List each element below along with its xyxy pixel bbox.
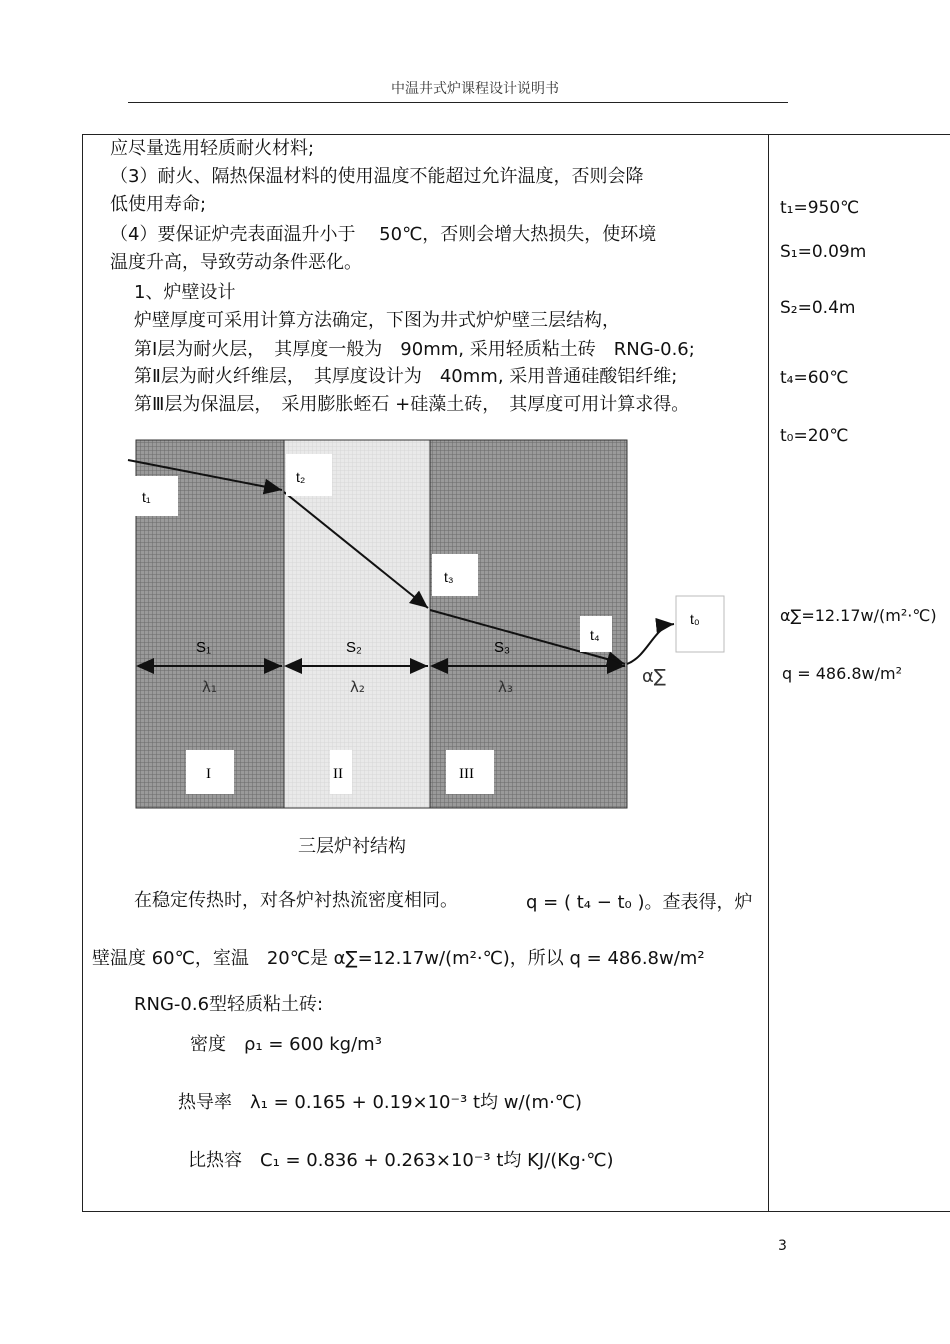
- side-s2: S₂=0.4m: [780, 298, 856, 318]
- region-label-1: I: [206, 766, 211, 782]
- text-line: 壁温度 60℃，室温 20℃是 α∑=12.17w/(m²·℃)，所以 q = 486.8w/m²: [92, 948, 705, 969]
- equation-inline: q = ( t₄ − t₀ )。查表得，炉: [526, 892, 753, 913]
- region-label-2: II: [333, 766, 343, 782]
- text-line: 在稳定传热时，对各炉衬热流密度相同。: [134, 890, 458, 911]
- page-header-title: 中温井式炉课程设计说明书: [391, 81, 559, 97]
- text-line: 第Ⅰ层为耐火层， 其厚度一般为 90mm, 采用轻质粘土砖 RNG-0.6;: [134, 339, 695, 360]
- formula-specific-heat: 比热容 C₁ = 0.836 + 0.263×10⁻³ t均 KJ/(Kg·℃): [188, 1150, 614, 1171]
- text-line: 温度升高，导致劳动条件恶化。: [110, 252, 362, 273]
- side-t0: t₀=20℃: [780, 426, 849, 446]
- label-lambda3: λ₃: [498, 678, 513, 696]
- label-t4: t₄: [590, 627, 600, 643]
- header-rule: [128, 102, 788, 103]
- label-t0: t₀: [690, 611, 700, 627]
- label-s2: S₂: [346, 639, 362, 656]
- page-number: 3: [778, 1238, 787, 1254]
- text-line: （3）耐火、隔热保温材料的使用温度不能超过允许温度，否则会降: [110, 166, 644, 187]
- column-separator: [768, 134, 769, 1212]
- text-line: 炉壁厚度可采用计算方法确定，下图为井式炉炉壁三层结构，: [134, 310, 620, 331]
- label-t3: t₃: [444, 569, 454, 585]
- text-line: RNG-0.6型轻质粘土砖:: [134, 994, 324, 1015]
- label-t2: t₂: [296, 469, 306, 485]
- region-label-3: III: [459, 766, 474, 782]
- label-s1: S₁: [196, 639, 212, 656]
- label-lambda2: λ₂: [350, 678, 365, 696]
- text-line: 应尽量选用轻质耐火材料;: [110, 138, 315, 159]
- section-heading: 1、炉壁设计: [134, 282, 236, 303]
- diagram-caption: 三层炉衬结构: [298, 836, 406, 857]
- side-q: q = 486.8w/m²: [782, 664, 903, 683]
- label-s3: S₃: [494, 639, 511, 656]
- formula-conductivity: 热导率 λ₁ = 0.165 + 0.19×10⁻³ t均 w/(m·℃): [178, 1092, 583, 1113]
- text-line: 第Ⅲ层为保温层， 采用膨胀蛭石 +硅藻土砖， 其厚度可用计算求得。: [134, 394, 690, 415]
- formula-density: 密度 ρ₁ = 600 kg/m³: [190, 1034, 382, 1055]
- side-t1: t₁=950℃: [780, 198, 860, 218]
- text-line: 低使用寿命;: [110, 194, 207, 215]
- text-line: （4）要保证炉壳表面温升小于 50℃，否则会增大热损失，使环境: [110, 224, 657, 245]
- side-s1: S₁=0.09m: [780, 242, 867, 262]
- label-t1: t₁: [142, 489, 151, 505]
- side-alpha: α∑=12.17w/(m²·℃): [780, 606, 937, 625]
- text-line: 第Ⅱ层为耐火纤维层， 其厚度设计为 40mm, 采用普通硅酸铝纤维;: [134, 366, 678, 387]
- convection-curve: [627, 624, 674, 664]
- side-t4: t₄=60℃: [780, 368, 849, 388]
- label-alpha: α∑: [642, 666, 666, 687]
- label-lambda1: λ₁: [202, 678, 217, 696]
- furnace-wall-diagram: [120, 430, 740, 820]
